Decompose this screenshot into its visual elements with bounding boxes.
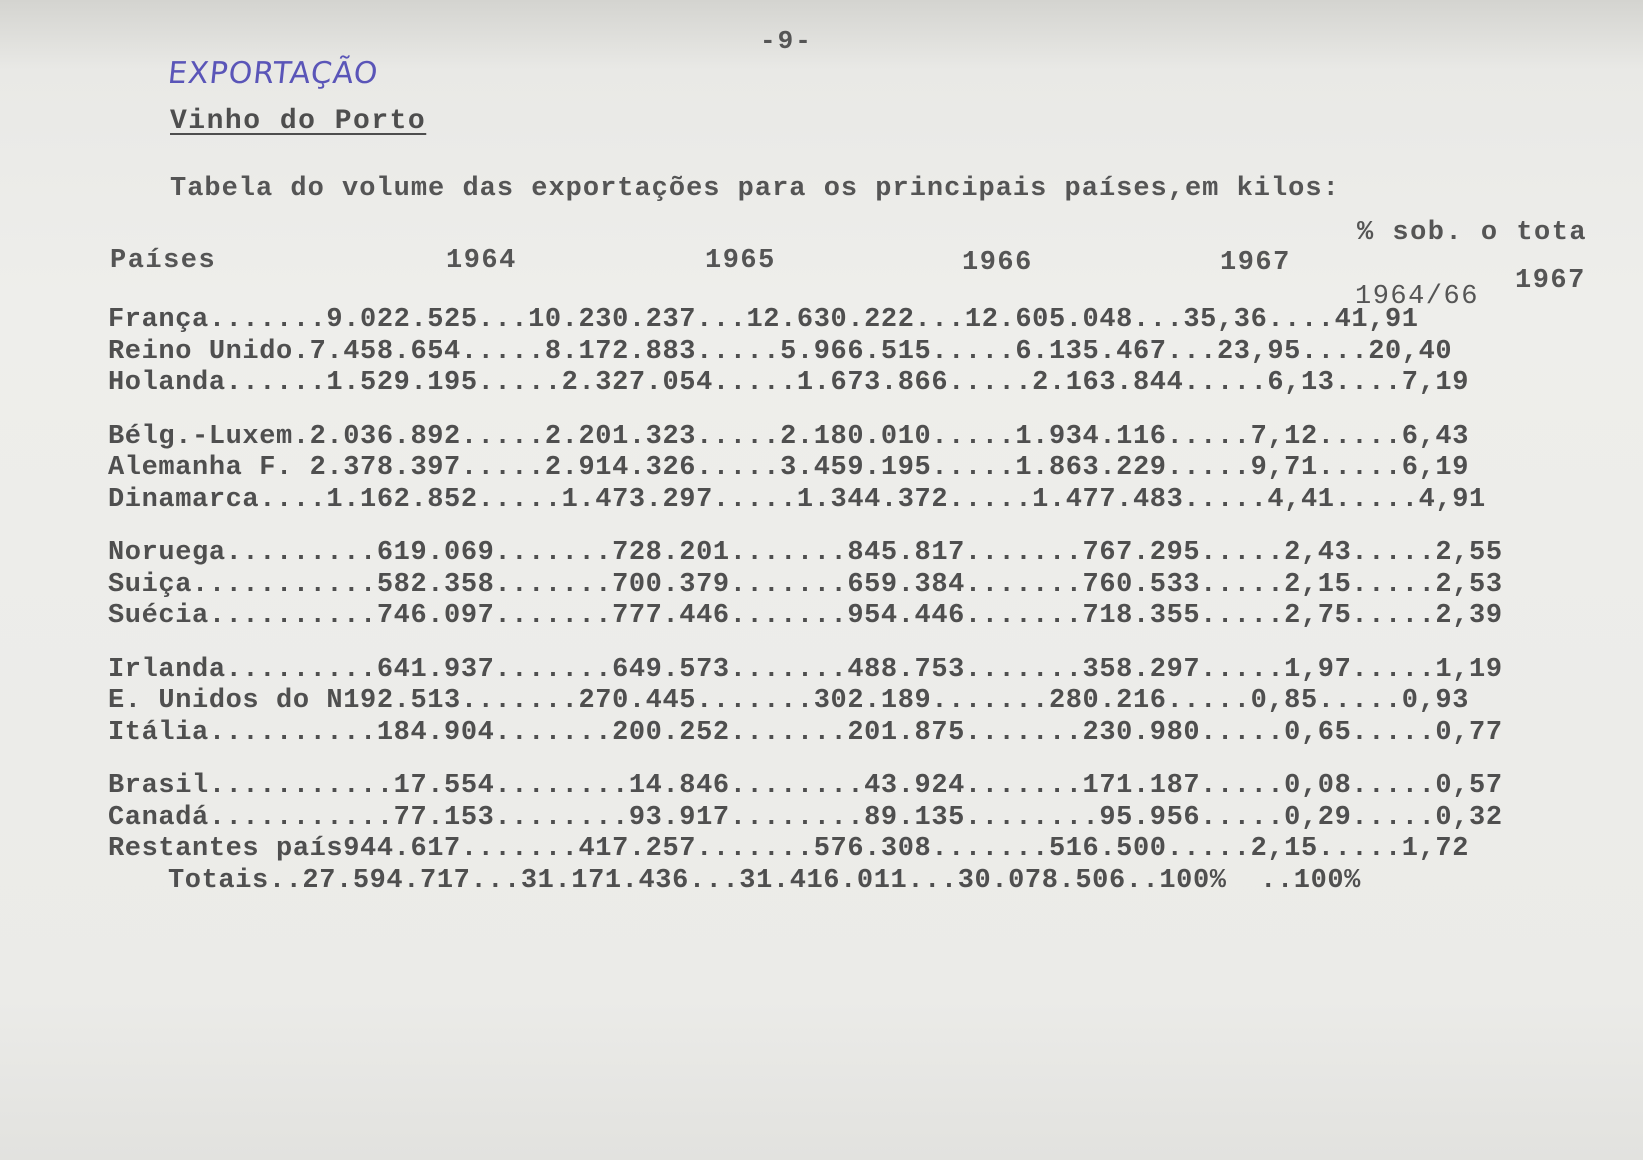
table-row: Itália..........184.904.......200.252.......201.875.......230.980.....0,65.....0,77	[108, 717, 1503, 748]
header-percent-1967: 1967	[1515, 266, 1586, 296]
table-row: Suécia..........746.097.......777.446.......954.446.......718.355.....2,75.....2,39	[108, 601, 1503, 631]
header-1964: 1964	[446, 246, 517, 276]
document-subtitle: Vinho do Porto	[170, 106, 427, 137]
table-row: Holanda......1.529.195.....2.327.054.....1.673.866.....2.163.844.....6,13....7,19	[108, 368, 1470, 398]
header-1965: 1965	[705, 246, 776, 276]
table-row: Irlanda.........641.937.......649.573.......488.753.......358.297.....1,97.....1,19	[108, 654, 1503, 685]
header-percent-total: % sob. o tota	[1357, 218, 1588, 248]
page-number: -9-	[760, 26, 813, 56]
table-row: E. Unidos do N192.513.......270.445.......302.189.......280.216.....0,85.....0,93	[108, 686, 1470, 716]
table-row: Canadá...........77.153........93.917........89.135........95.956.....0,29.....0,32	[108, 802, 1503, 833]
table-row: Suiça...........582.358.......700.379.......659.384.......760.533.....2,15.....2,53	[108, 569, 1503, 600]
header-percent-1964-66: 1964/66	[1355, 282, 1479, 312]
table-row: Dinamarca....1.162.852.....1.473.297.....1.344.372.....1.477.483.....4,41.....4,91	[108, 484, 1486, 515]
table-row: Alemanha F. 2.378.397.....2.914.326.....3.459.195.....1.863.229.....9,71.....6,19	[108, 453, 1470, 483]
table-row: Brasil...........17.554........14.846........43.924.......171.187.....0,08.....0,57	[108, 771, 1503, 801]
table-row: Restantes país944.617.......417.257.......576.308.......516.500.....2,15.....1,72	[108, 834, 1470, 864]
header-1967: 1967	[1220, 248, 1291, 278]
handwritten-note: EXPORTAÇÃO	[166, 56, 381, 91]
table-row: França.......9.022.525...10.230.237...12.630.222...12.605.048...35,36....41,91	[108, 305, 1419, 335]
table-row: Reino Unido.7.458.654.....8.172.883.....5.966.515.....6.135.467...23,95....20,40	[108, 336, 1453, 367]
header-1966: 1966	[962, 248, 1033, 278]
header-paises: Países	[110, 246, 217, 276]
table-intro: Tabela do volume das exportações para os principais países,em kilos:	[170, 174, 1340, 204]
table-row: Noruega.........619.069.......728.201.......845.817.......767.295.....2,43.....2,55	[108, 538, 1503, 568]
totals-row: Totais..27.594.717...31.171.436...31.416.011...30.078.506..100% ..100%	[168, 865, 1361, 896]
table-row: Bélg.-Luxem.2.036.892.....2.201.323.....2.180.010.....1.934.116.....7,12.....6,43	[108, 421, 1470, 452]
export-table	[108, 305, 1638, 897]
